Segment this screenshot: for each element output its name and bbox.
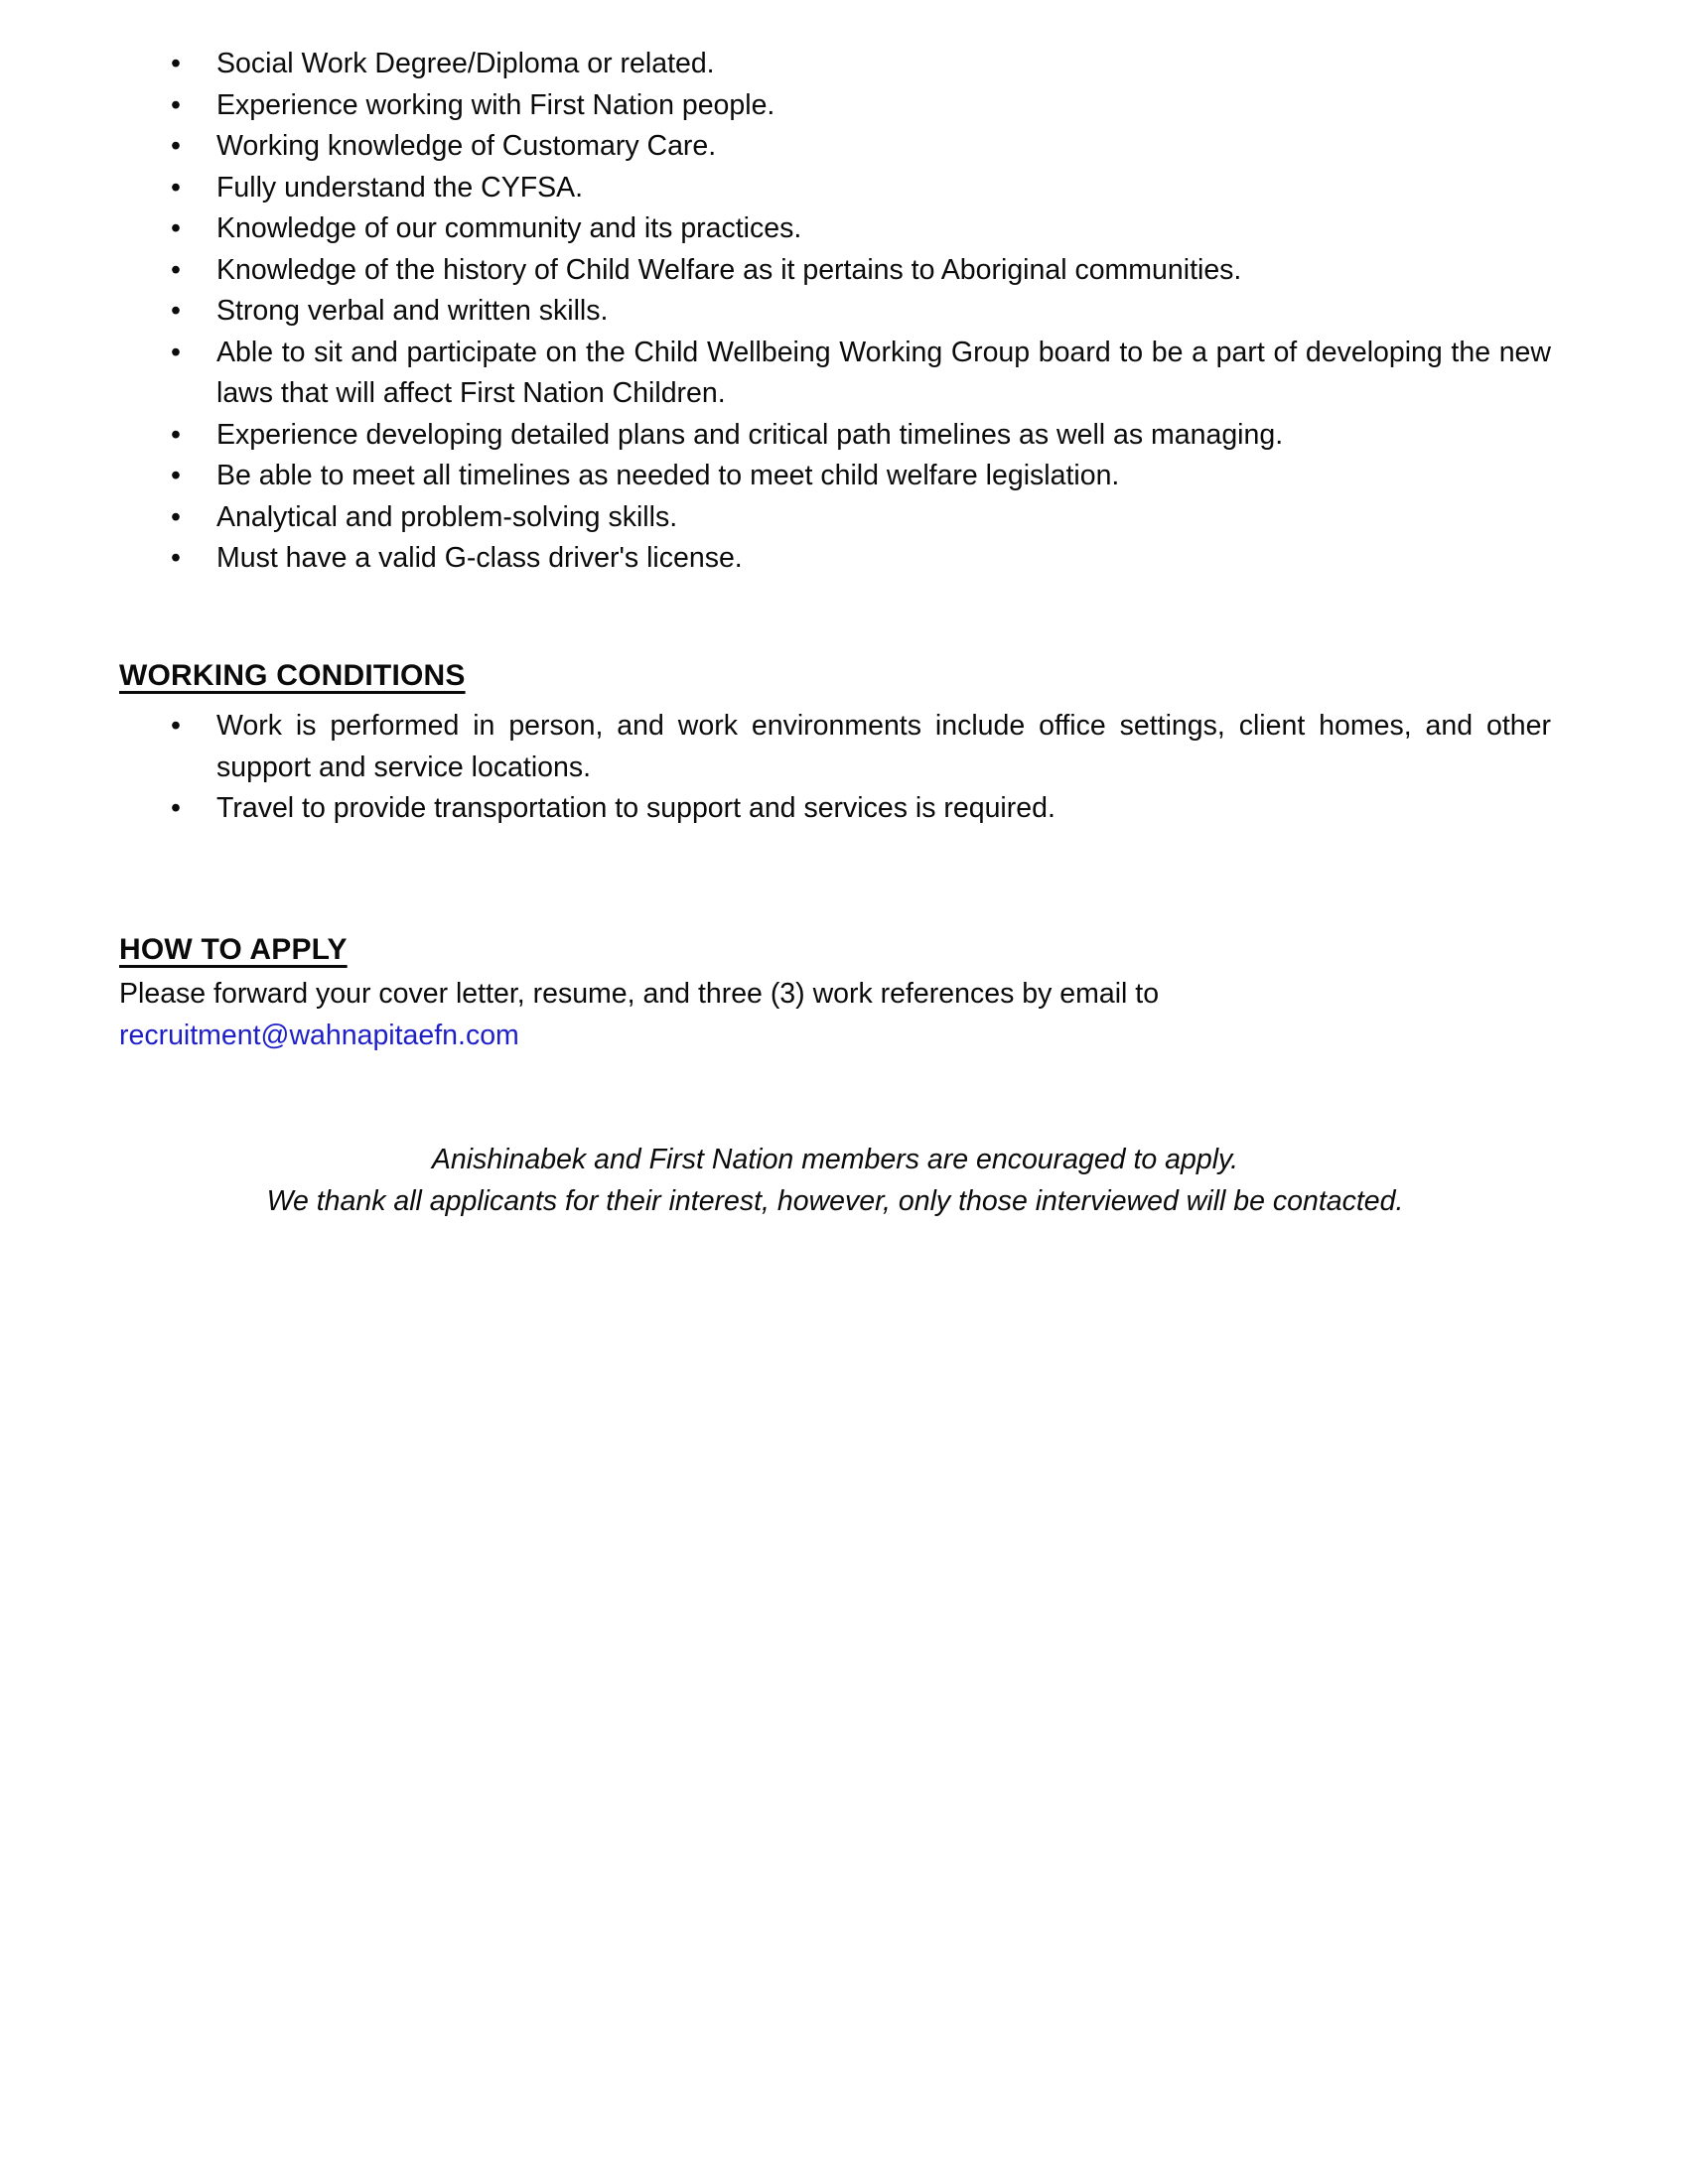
list-item: • Social Work Degree/Diploma or related.: [119, 44, 1551, 85]
closing-line-1: Anishinabek and First Nation members are encouraged to apply.: [431, 1144, 1239, 1175]
list-item: • Experience working with First Nation people.: [119, 85, 1551, 127]
list-item: • Strong verbal and written skills.: [119, 291, 1551, 333]
working-conditions-heading: WORKING CONDITIONS: [119, 658, 466, 692]
apply-instructions: Please forward your cover letter, resume, and three (3) work references by email to: [119, 978, 1160, 1010]
qualifications-list: [119, 44, 1551, 580]
list-item: • Able to sit and participate on the Child Wellbeing Working Group board to be a part of developing the new laws that will affect First Nation Children.: [119, 333, 1551, 415]
list-item: • Working knowledge of Customary Care.: [119, 126, 1551, 168]
closing-note: [119, 1140, 1551, 1222]
closing-line-2: We thank all applicants for their interest, however, only those interviewed will be contacted.: [266, 1184, 1404, 1217]
how-to-apply-heading: HOW TO APPLY: [119, 932, 348, 966]
list-item: • Work is performed in person, and work environments include office settings, client homes, and other support and service locations.: [119, 706, 1551, 788]
list-item: • Fully understand the CYFSA.: [119, 168, 1551, 209]
list-item: • Be able to meet all timelines as needed to meet child welfare legislation.: [119, 456, 1551, 497]
list-item: • Travel to provide transportation to support and services is required.: [119, 788, 1551, 830]
list-item: • Must have a valid G-class driver's license.: [119, 538, 1551, 580]
list-item: • Knowledge of the history of Child Welfare as it pertains to Aboriginal communities.: [119, 250, 1551, 292]
list-item: • Analytical and problem-solving skills.: [119, 497, 1551, 539]
list-item: • Experience developing detailed plans and critical path timelines as well as managing.: [119, 415, 1551, 457]
working-conditions-list: [119, 706, 1551, 830]
email-link[interactable]: recruitment@wahnapitaefn.com: [119, 1019, 519, 1051]
list-item: • Knowledge of our community and its practices.: [119, 208, 1551, 250]
